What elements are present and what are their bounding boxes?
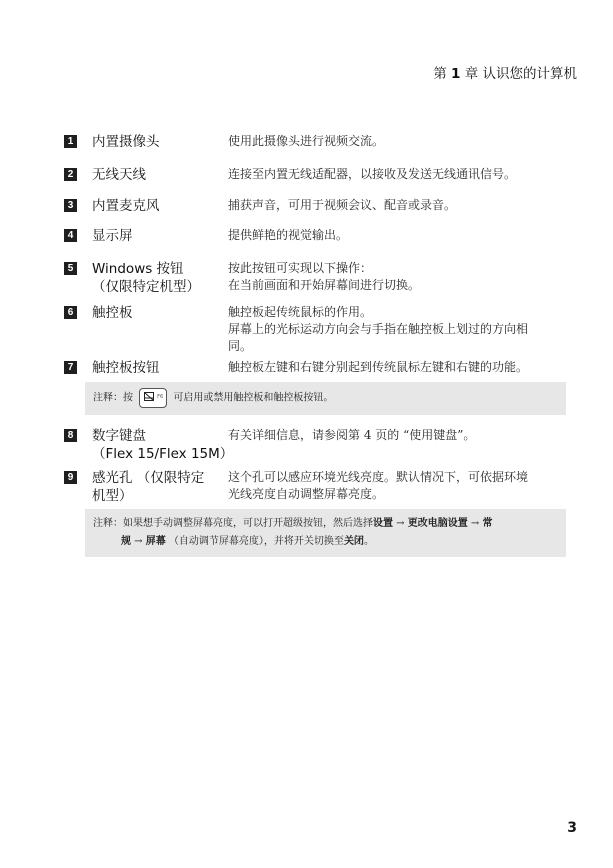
item-term <box>92 469 228 505</box>
off-term: 关闭 <box>343 536 364 547</box>
item-term <box>92 427 234 463</box>
list-item <box>64 427 568 469</box>
item-term-line: （仅限特定机型） <box>92 279 200 295</box>
note-box-brightness <box>85 509 566 557</box>
fn-key-label: F6 <box>157 394 164 400</box>
note-text: 。 <box>363 536 374 547</box>
item-description: 使用此摄像头进行视频交流。 <box>228 134 385 148</box>
item-description-line: 在当前画面和开始屏幕间进行切换。 <box>228 278 421 292</box>
item-term: 触控板 <box>92 305 133 321</box>
item-description: 捕获声音，可用于视频会议、配音或录音。 <box>228 198 457 212</box>
change-pc-settings-term: 更改电脑设置 <box>407 518 468 529</box>
item-description <box>228 260 568 294</box>
list-item <box>64 359 568 382</box>
note-text: 可启用或禁用触控板和触控板按钮。 <box>173 392 334 404</box>
item-description <box>228 304 568 355</box>
item-number-badge: 2 <box>64 168 77 181</box>
list-item <box>64 133 568 166</box>
note-box-touchpad <box>85 382 566 415</box>
item-term <box>92 260 228 296</box>
list-item <box>64 469 568 509</box>
item-description: 连接至内置无线适配器，以接收及发送无线通讯信号。 <box>228 167 517 181</box>
item-number-badge: 7 <box>64 361 77 374</box>
item-number-badge: 9 <box>64 471 77 484</box>
page-number: 3 <box>567 820 577 836</box>
chapter-title: 章 认识您的计算机 <box>464 66 577 82</box>
general-term-part: 规 <box>121 536 131 547</box>
list-item <box>64 197 568 227</box>
item-term-line: （Flex 15/Flex 15M） <box>92 446 234 462</box>
note-text: 如果想手动调整屏幕亮度，可以打开超级按钮，然后选择 <box>123 518 373 529</box>
item-description: 有关详细信息，请参阅第 4 页的 “使用键盘”。 <box>228 428 476 442</box>
chapter-prefix: 第 <box>433 66 447 82</box>
list-item <box>64 227 568 260</box>
item-number-badge: 1 <box>64 135 77 148</box>
screen-term: 屏幕 <box>145 536 166 547</box>
item-term: 无线天线 <box>92 167 146 183</box>
item-term: 内置摄像头 <box>92 134 160 150</box>
item-term: 内置麦克风 <box>92 198 160 214</box>
note-text: （自动调节屏幕亮度），并将开关切换至 <box>165 536 344 547</box>
item-number-badge: 8 <box>64 429 77 442</box>
chapter-number: 1 <box>451 66 461 82</box>
item-description: 触控板左键和右键分别起到传统鼠标左键和右键的功能。 <box>228 360 529 374</box>
settings-term: 设置 <box>373 518 393 529</box>
component-list <box>64 133 568 557</box>
list-item <box>64 166 568 197</box>
item-number-badge: 3 <box>64 199 77 212</box>
note-label: 注释： <box>93 392 123 404</box>
arrow: → <box>131 536 146 547</box>
item-number-badge: 6 <box>64 306 77 319</box>
item-term: 触控板按钮 <box>92 360 160 376</box>
touchpad-toggle-icon <box>144 392 154 401</box>
item-term-line: 机型） <box>92 488 133 504</box>
note-text: 按 <box>123 392 133 404</box>
note-continuation <box>93 533 558 551</box>
item-description-line: 同。 <box>228 339 253 353</box>
item-description-line: 这个孔可以感应环境光线亮度。默认情况下，可依据环境 <box>228 470 529 484</box>
item-description-line: 光线亮度自动调整屏幕亮度。 <box>228 487 385 501</box>
list-item <box>64 260 568 304</box>
list-item <box>64 304 568 359</box>
touchpad-toggle-key <box>139 388 167 408</box>
item-term: 显示屏 <box>92 228 133 244</box>
item-term-line: Windows 按钮 <box>92 261 184 277</box>
chapter-header <box>433 62 577 82</box>
arrow: → <box>393 518 408 529</box>
note-label: 注释： <box>93 518 123 529</box>
item-description: 提供鲜艳的视觉输出。 <box>228 228 349 242</box>
item-number-badge: 4 <box>64 229 77 242</box>
item-description <box>228 469 568 503</box>
item-description-line: 按此按钮可实现以下操作： <box>228 261 373 275</box>
item-description-line: 触控板起传统鼠标的作用。 <box>228 305 373 319</box>
general-term-part: 常 <box>482 518 493 529</box>
item-term-line: 感光孔 （仅限特定 <box>92 470 205 486</box>
item-term-line: 数字键盘 <box>92 428 146 444</box>
item-description-line: 屏幕上的光标运动方向会与手指在触控板上划过的方向相 <box>228 322 529 336</box>
item-number-badge: 5 <box>64 262 77 275</box>
arrow: → <box>467 518 483 529</box>
